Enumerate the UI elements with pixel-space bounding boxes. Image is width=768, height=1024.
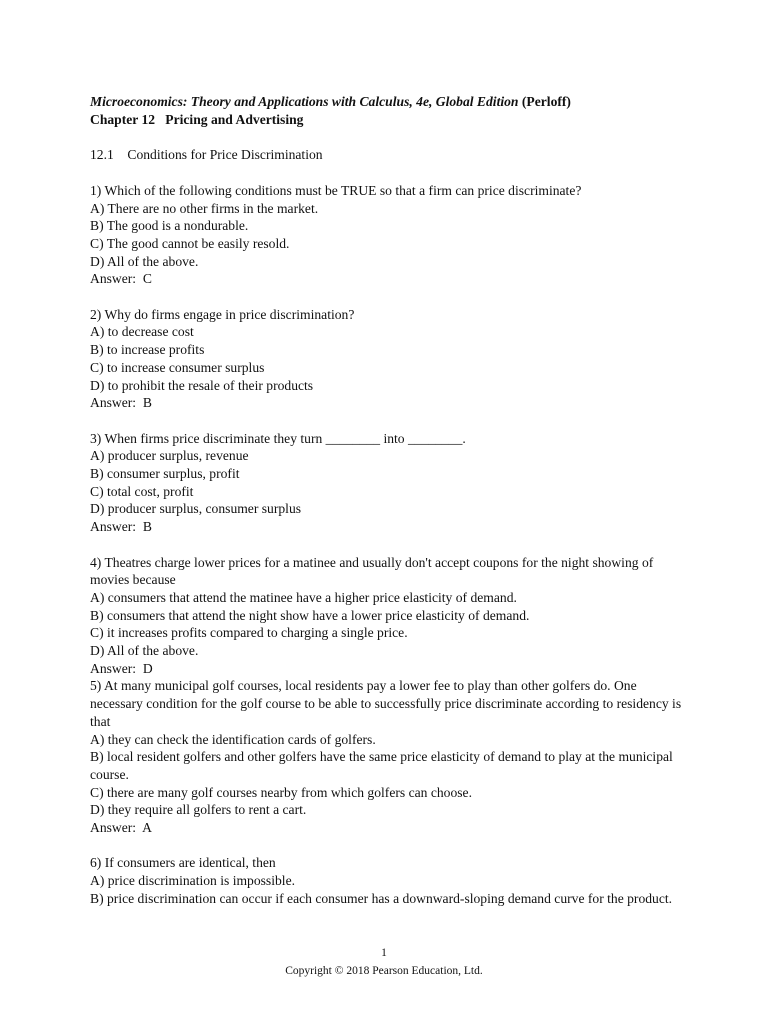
question-1	[90, 182, 690, 288]
question-5	[90, 677, 690, 836]
answer-option: B) to increase profits	[90, 342, 205, 358]
book-title: Microeconomics: Theory and Applications with Calculus, 4e, Global Edition	[90, 94, 519, 109]
answer-option: A) to decrease cost	[90, 324, 194, 340]
answer-option: D) they require all golfers to rent a cart.	[90, 802, 307, 818]
answer-key: Answer: A	[90, 820, 152, 836]
chapter-heading: Chapter 12 Pricing and Advertising	[90, 111, 304, 127]
question-stem: 2) Why do firms engage in price discrimination?	[90, 306, 355, 322]
answer-option: C) to increase consumer surplus	[90, 359, 265, 375]
answer-option: B) local resident golfers and other golfers have the same price elasticity of demand to play at the municipal course.	[90, 749, 673, 782]
question-stem: 4) Theatres charge lower prices for a matinee and usually don't accept coupons for the night showing of movies because	[90, 554, 654, 588]
answer-option: C) total cost, profit	[90, 483, 194, 499]
book-title-line	[90, 93, 690, 111]
answer-option: B) consumer surplus, profit	[90, 466, 240, 482]
answer-option: D) All of the above.	[90, 643, 199, 659]
answer-option: A) consumers that attend the matinee have a higher price elasticity of demand.	[90, 589, 517, 605]
book-author: (Perloff)	[518, 94, 571, 109]
answer-option: C) there are many golf courses nearby from which golfers can choose.	[90, 784, 472, 800]
document-page	[90, 93, 690, 908]
answer-option: A) price discrimination is impossible.	[90, 873, 296, 889]
question-stem: 1) Which of the following conditions must be TRUE so that a firm can price discriminate?	[90, 182, 582, 198]
answer-key: Answer: B	[90, 395, 152, 411]
answer-key: Answer: C	[90, 271, 152, 287]
question-stem: 6) If consumers are identical, then	[90, 855, 276, 871]
question-3	[90, 430, 690, 536]
question-2	[90, 306, 690, 412]
answer-option: D) producer surplus, consumer surplus	[90, 501, 302, 517]
section-heading: 12.1 Conditions for Price Discrimination	[90, 147, 323, 163]
answer-option: B) consumers that attend the night show have a lower price elasticity of demand.	[90, 607, 530, 623]
answer-key: Answer: D	[90, 660, 153, 676]
question-stem: 5) At many municipal golf courses, local residents pay a lower fee to play than other golfers do. One necessary condition for the golf course to be able to successfully price discriminate according to residency is that	[90, 678, 682, 729]
question-4	[90, 554, 690, 678]
copyright-notice: Copyright © 2018 Pearson Education, Ltd.	[285, 965, 483, 977]
answer-option: B) The good is a nondurable.	[90, 218, 249, 234]
answer-key: Answer: B	[90, 519, 152, 535]
answer-option: D) All of the above.	[90, 253, 199, 269]
answer-option: A) they can check the identification cards of golfers.	[90, 731, 376, 747]
answer-option: A) There are no other firms in the market.	[90, 200, 319, 216]
question-6	[90, 854, 690, 907]
answer-option: C) The good cannot be easily resold.	[90, 235, 290, 251]
answer-option: B) price discrimination can occur if each consumer has a downward-sloping demand curve for the product.	[90, 890, 673, 906]
page-number: 1	[381, 947, 387, 959]
answer-option: A) producer surplus, revenue	[90, 448, 249, 464]
answer-option: C) it increases profits compared to charging a single price.	[90, 625, 408, 641]
question-stem: 3) When firms price discriminate they turn ________ into ________.	[90, 430, 466, 446]
answer-option: D) to prohibit the resale of their products	[90, 377, 314, 393]
